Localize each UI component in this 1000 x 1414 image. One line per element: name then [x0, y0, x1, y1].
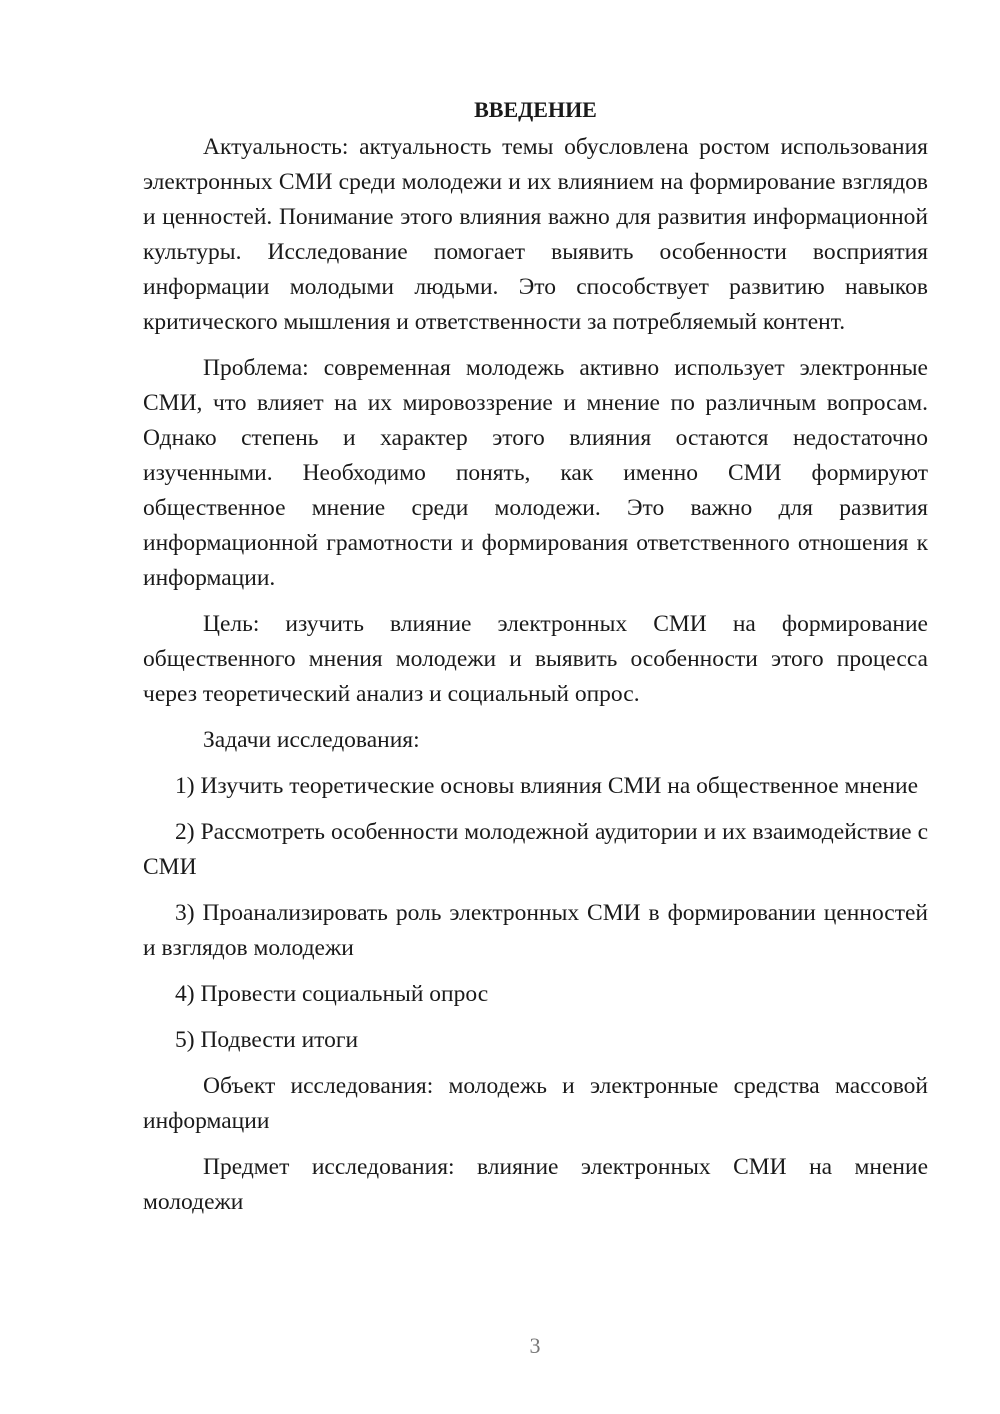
task-item-4: 4) Провести социальный опрос [175, 981, 489, 1007]
task-item-3: 3) Проанализировать роль электронных СМИ в формировании ценностей и взглядов молодежи [143, 900, 928, 961]
relevance-paragraph: Актуальность: актуальность темы обусловлена ростом использования электронных СМИ среди молодежи и их влиянием на формирование взглядов и ценностей. Понимание этого влияния важно для развития информационной культуры. Исследование помогает выявить особенности восприятия информации молодыми людьми. Это способствует развитию навыков критического мышления и ответственности за потребляемый контент. [143, 134, 928, 335]
subject-paragraph: Предмет исследования: влияние электронных СМИ на мнение молодежи [143, 1154, 928, 1215]
tasks-list [143, 769, 928, 1058]
document-page [143, 92, 928, 1231]
task-item-2: 2) Рассмотреть особенности молодежной аудитории и их взаимодействие с СМИ [143, 819, 928, 880]
page-title: ВВЕДЕНИЕ [474, 97, 597, 122]
task-item-5: 5) Подвести итоги [175, 1027, 359, 1053]
object-paragraph: Объект исследования: молодежь и электронные средства массовой информации [143, 1073, 928, 1134]
problem-paragraph: Проблема: современная молодежь активно использует электронные СМИ, что влияет на их мировоззрение и мнение по различным вопросам. Однако степень и характер этого влияния остаются недостаточно изученными. Необходимо понять, как именно СМИ формируют общественное мнение среди молодежи. Это важно для развития информационной грамотности и формирования ответственного отношения к информации. [143, 355, 928, 591]
tasks-heading: Задачи исследования: [203, 727, 420, 753]
goal-paragraph: Цель: изучить влияние электронных СМИ на формирование общественного мнения молодежи и выявить особенности этого процесса через теоретический анализ и социальный опрос. [143, 611, 928, 707]
task-item-1: 1) Изучить теоретические основы влияния СМИ на общественное мнение [175, 773, 919, 799]
page-number: 3 [529, 1333, 541, 1358]
